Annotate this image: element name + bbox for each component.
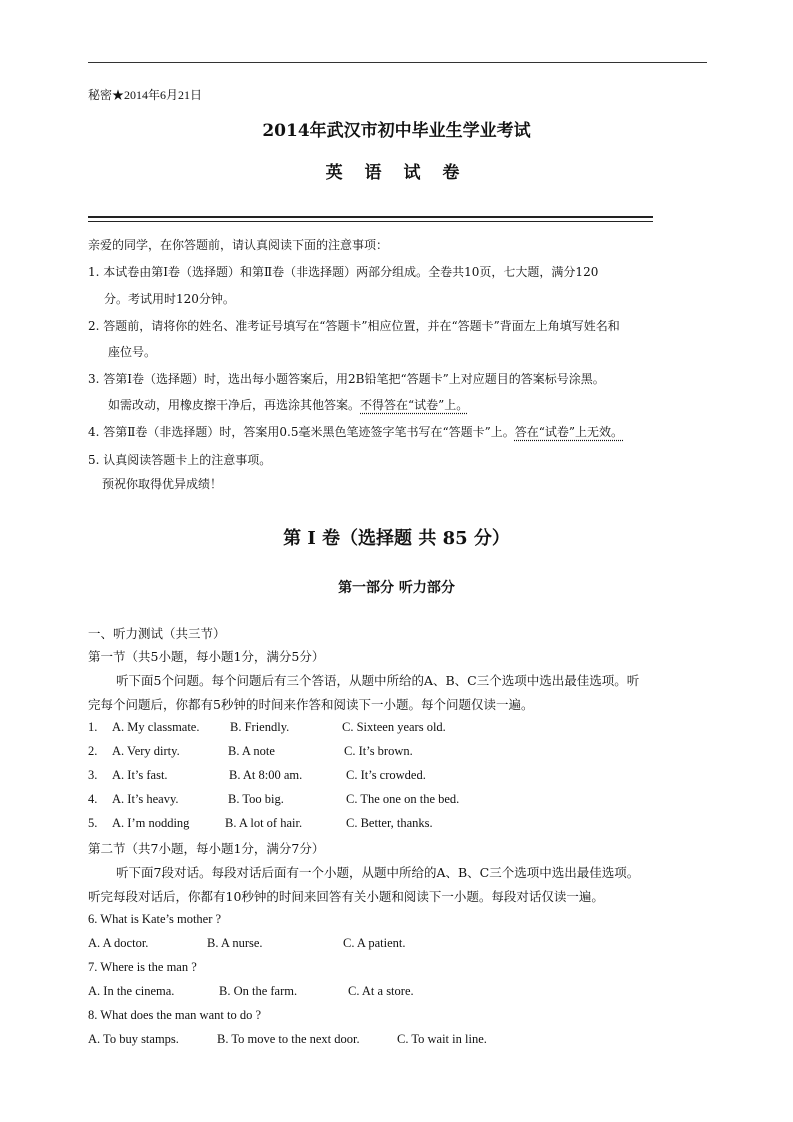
notice-item-2: 2. 答题前，请将你的姓名、准考证号填写在“答题卡”相应位置，并在“答题卡”背面左上角填写姓名和 xyxy=(88,319,620,333)
q4-option-c: C. The one on the bed. xyxy=(346,792,460,806)
top-rule xyxy=(88,62,707,63)
q5-option-a: A. I’m nodding xyxy=(112,816,190,830)
double-rule xyxy=(88,216,653,222)
q1-number: 1. xyxy=(88,720,98,734)
q5-option-b: B. A lot of hair. xyxy=(225,816,303,830)
q7-option-c: C. At a store. xyxy=(348,984,414,998)
q6-option-c: C. A patient. xyxy=(343,936,406,950)
q3-option-b: B. At 8:00 am. xyxy=(229,768,303,782)
q2-option-c: C. It’s brown. xyxy=(344,744,413,758)
notice-item-1: 1. 本试卷由第Ⅰ卷（选择题）和第Ⅱ卷（非选择题）两部分组成。全卷共10页，七大题，满分120 xyxy=(88,265,599,279)
q5-option-c: C. Better, thanks. xyxy=(346,816,433,830)
part2-instructions: 听下面7段对话。每段对话后面有一个小题，从题中所给的A、B、C三个选项中选出最佳选项。 xyxy=(116,865,640,880)
q7-option-a: A. In the cinema. xyxy=(88,984,175,998)
q1-option-b: B. Friendly. xyxy=(230,720,290,734)
q1-option-c: C. Sixteen years old. xyxy=(342,720,446,734)
q8-option-b: B. To move to the next door. xyxy=(217,1032,360,1046)
notice-item-4-emphasis: 答在“试卷”上无效。 xyxy=(514,425,624,439)
q7-options xyxy=(88,984,488,1002)
q2-option-b: B. A note xyxy=(228,744,275,758)
part2-heading: 第二节（共7小题，每小题1分，满分7分） xyxy=(88,841,325,856)
q8-option-a: A. To buy stamps. xyxy=(88,1032,179,1046)
part1-instructions-cont: 完每个问题后，你都有5秒钟的时间来作答和阅读下一小题。每个问题仅读一遍。 xyxy=(88,697,534,712)
q3-option-c: C. It’s crowded. xyxy=(346,768,426,782)
q8-options xyxy=(88,1032,508,1050)
notice-item-3-text: 如需改动，用橡皮擦干净后，再选涂其他答案。 xyxy=(108,398,361,412)
notice-item-4 xyxy=(88,423,623,440)
q6-stem: 6. What is Kate’s mother ? xyxy=(88,912,222,926)
q7-option-b: B. On the farm. xyxy=(219,984,298,998)
notice-wish: 预祝你取得优异成绩！ xyxy=(102,477,223,491)
part1-instructions: 听下面5个问题。每个问题后有三个答语，从题中所给的A、B、C三个选项中选出最佳选项。听 xyxy=(116,673,640,688)
q7-stem: 7. Where is the man ? xyxy=(88,960,197,974)
q2-number: 2. xyxy=(88,744,98,758)
confidential-date: 秘密★2014年6月21日 xyxy=(88,88,203,102)
notice-item-4-text: 4. 答第Ⅱ卷（非选择题）时，答案用0.5毫米黑色笔迹签字笔书写在“答题卡”上。 xyxy=(88,425,515,439)
q6-options xyxy=(88,936,488,954)
listening-heading: 一、听力测试（共三节） xyxy=(88,626,226,641)
notice-item-1-cont: 分。考试用时120分钟。 xyxy=(104,292,235,306)
notice-item-5: 5. 认真阅读答题卡上的注意事项。 xyxy=(88,453,272,467)
q6-option-b: B. A nurse. xyxy=(207,936,263,950)
q5-number: 5. xyxy=(88,816,98,830)
notice-intro: 亲爱的同学，在你答题前，请认真阅读下面的注意事项： xyxy=(88,238,389,252)
notice-item-2-cont: 座位号。 xyxy=(108,345,157,359)
q3-number: 3. xyxy=(88,768,98,782)
q6-option-a: A. A doctor. xyxy=(88,936,149,950)
notice-item-3-cont xyxy=(108,396,468,413)
q1-option-a: A. My classmate. xyxy=(112,720,200,734)
part-title: 第一部分 听力部分 xyxy=(338,580,455,596)
q2-option-a: A. Very dirty. xyxy=(112,744,180,758)
q4-number: 4. xyxy=(88,792,98,806)
notice-item-3: 3. 答第Ⅰ卷（选择题）时，选出每小题答案后，用2B铅笔把“答题卡”上对应题目的答案标号涂黑。 xyxy=(88,372,605,386)
paper-title: 英 语 试 卷 xyxy=(325,163,468,183)
q8-option-c: C. To wait in line. xyxy=(397,1032,487,1046)
exam-title: 2014年武汉市初中毕业生学业考试 xyxy=(262,121,531,141)
notice-item-3-emphasis: 不得答在“试卷”上。 xyxy=(360,398,469,412)
q4-option-b: B. Too big. xyxy=(228,792,284,806)
q8-stem: 8. What does the man want to do ? xyxy=(88,1008,261,1022)
section-title: 第 I 卷（选择题 共 85 分） xyxy=(283,528,510,549)
part1-heading: 第一节（共5小题，每小题1分，满分5分） xyxy=(88,649,325,664)
q3-option-a: A. It’s fast. xyxy=(112,768,168,782)
q4-option-a: A. It’s heavy. xyxy=(112,792,179,806)
part2-instructions-cont: 听完每段对话后，你都有10秒钟的时间来回答有关小题和阅读下一小题。每段对话仅读一遍。 xyxy=(88,889,604,904)
